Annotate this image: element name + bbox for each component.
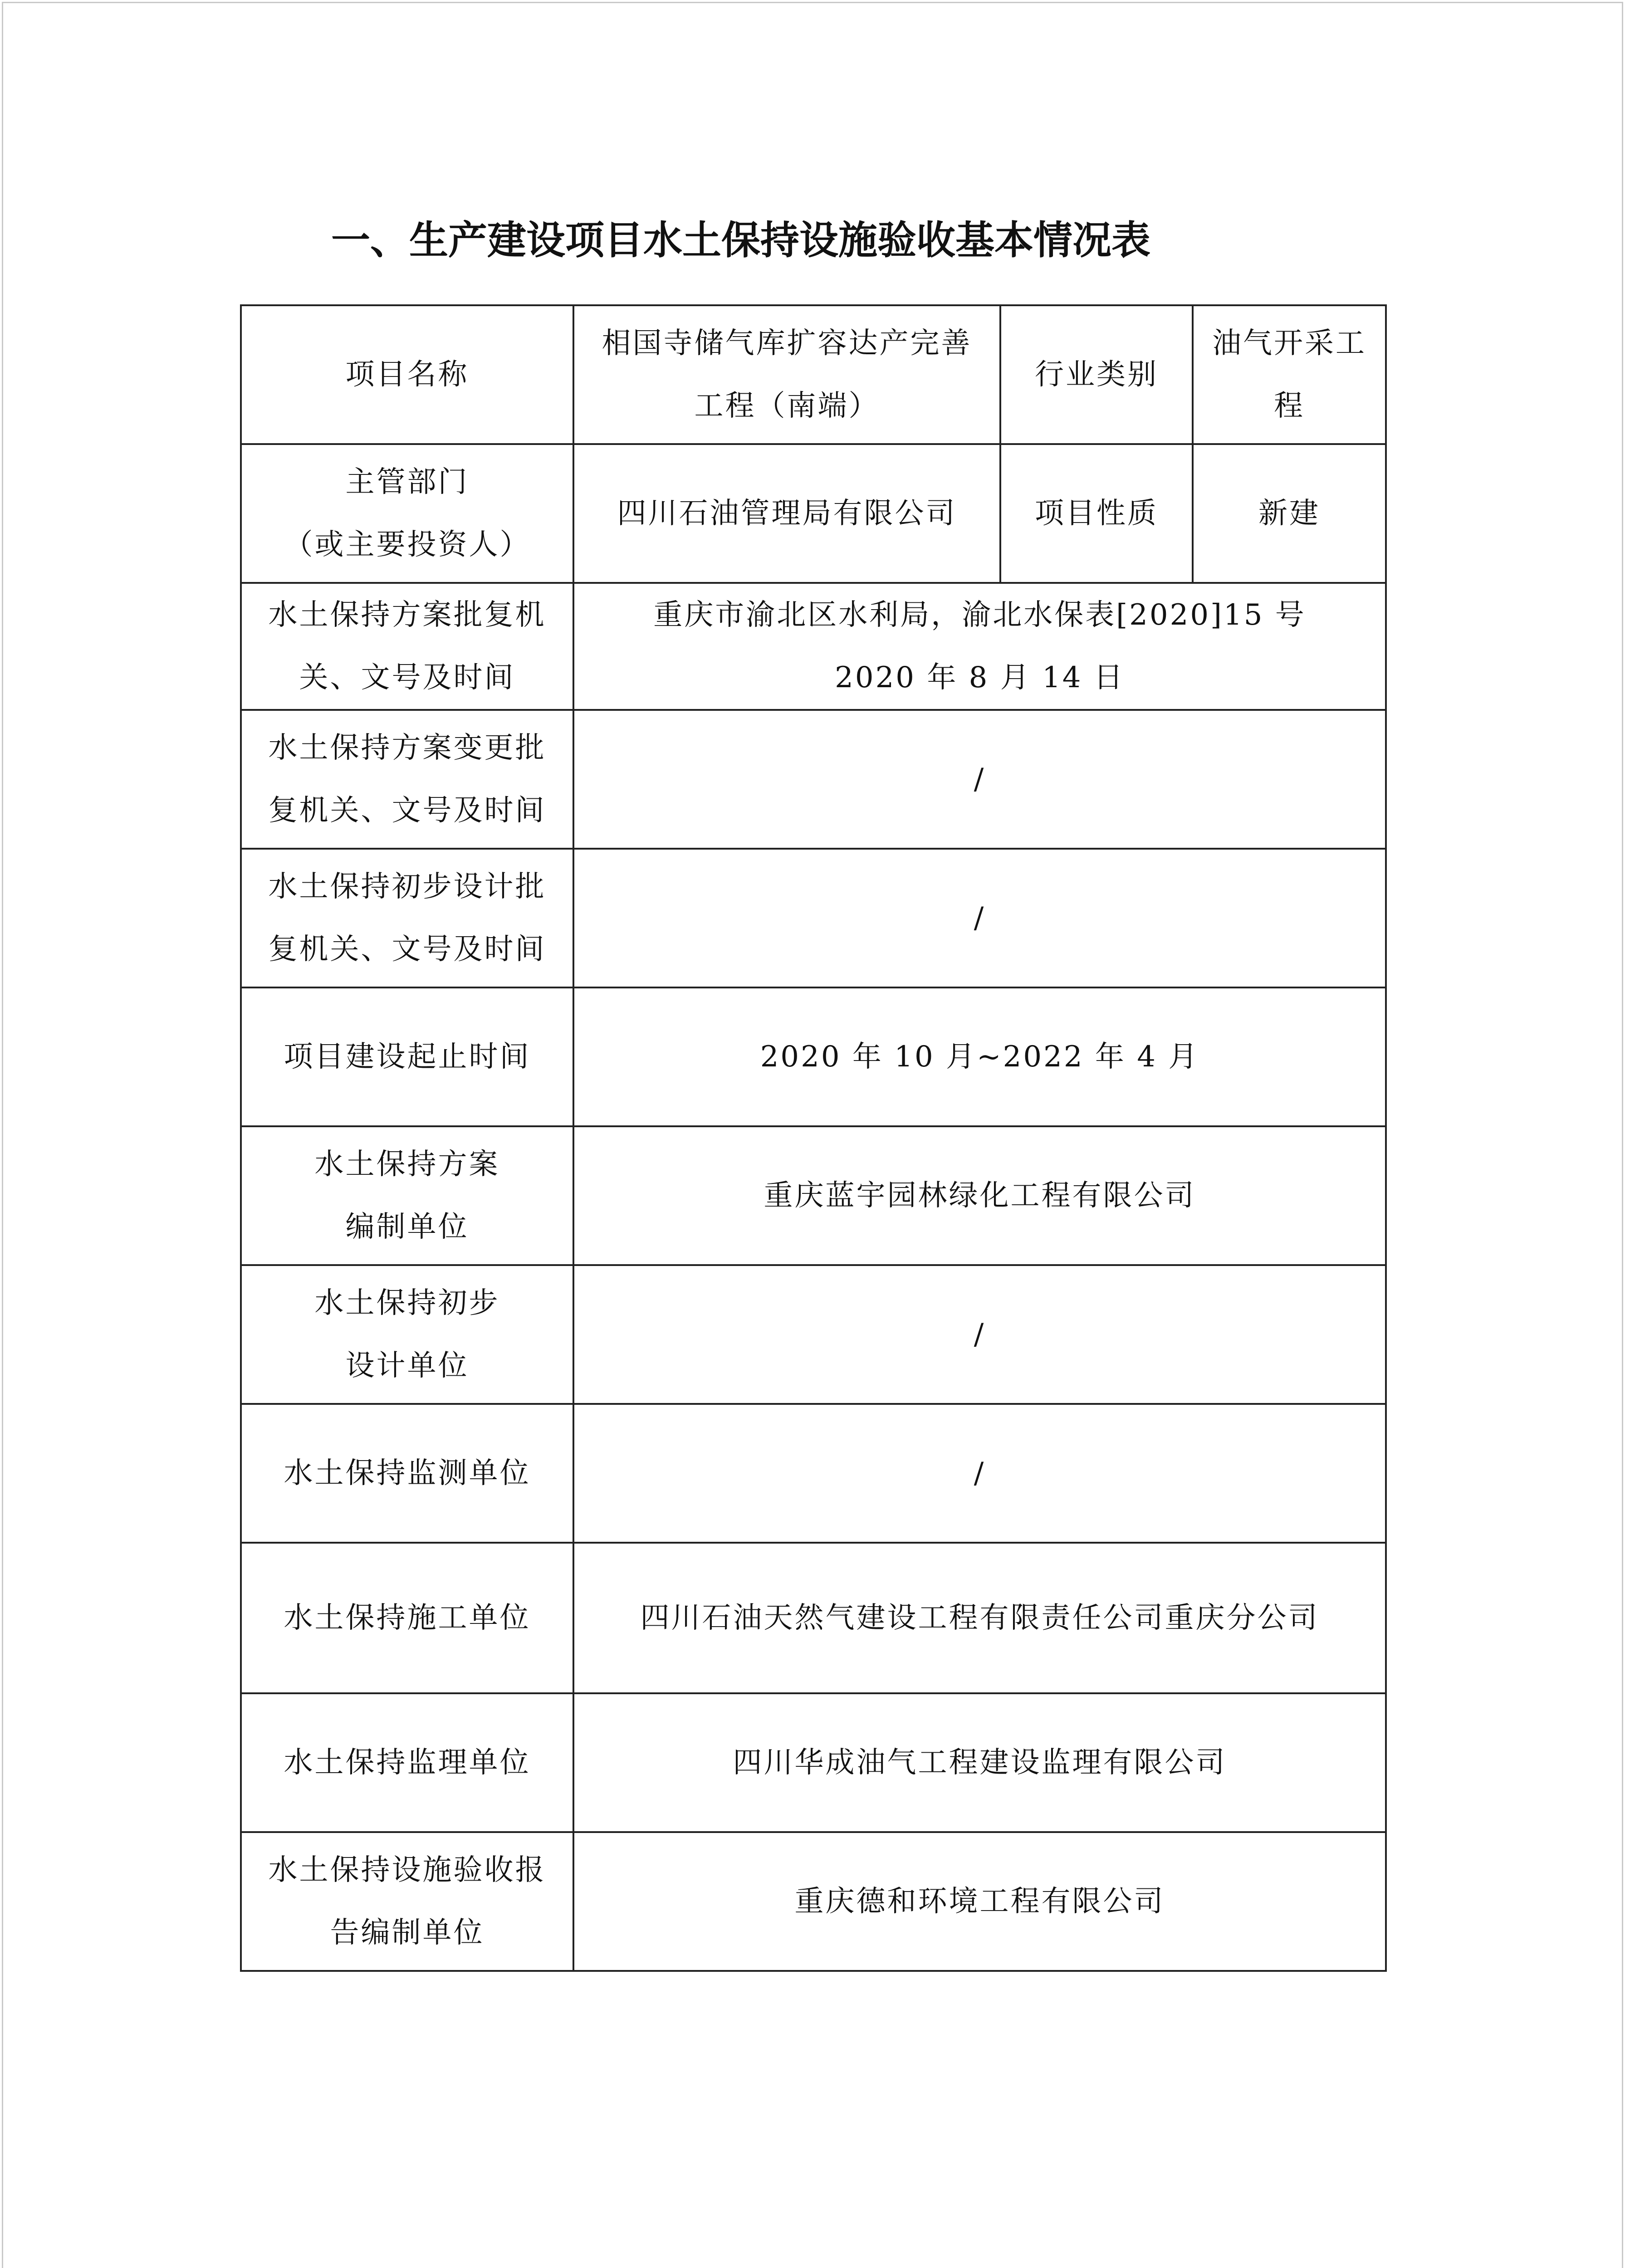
label-prelim-design-line2: 复机关、文号及时间 xyxy=(268,933,546,966)
table-row-supervision-unit xyxy=(241,1693,1386,1832)
label-project-nature: 项目性质 xyxy=(1000,444,1193,583)
value-plan-approval-line2: 2020 年 8 月 14 日 xyxy=(835,661,1125,694)
label-department-line1: 主管部门 xyxy=(345,465,469,499)
label-report-compiler-line1: 水土保持设施验收报 xyxy=(268,1853,546,1887)
label-report-compiler-line2: 告编制单位 xyxy=(330,1916,485,1950)
value-industry-line2: 程 xyxy=(1274,389,1305,423)
table-row-plan-compiler xyxy=(241,1126,1386,1265)
table-row-prelim-design-unit xyxy=(241,1265,1386,1404)
label-plan-change xyxy=(241,710,573,849)
label-industry-category: 行业类别 xyxy=(1000,305,1193,444)
table-row-project-name xyxy=(241,305,1386,444)
value-industry-line1: 油气开采工 xyxy=(1212,327,1366,360)
value-prelim-design-unit: / xyxy=(573,1265,1386,1404)
value-plan-compiler: 重庆蓝宇园林绿化工程有限公司 xyxy=(573,1126,1386,1265)
value-report-compiler: 重庆德和环境工程有限公司 xyxy=(573,1832,1386,1971)
value-construction-period: 2020 年 10 月~2022 年 4 月 xyxy=(573,987,1386,1126)
acceptance-info-table xyxy=(240,304,1387,1972)
value-prelim-design: / xyxy=(573,849,1386,987)
label-plan-compiler-line2: 编制单位 xyxy=(345,1210,469,1244)
value-project-name-line1: 相国寺储气库扩容达产完善 xyxy=(602,327,972,360)
label-plan-approval xyxy=(241,583,573,710)
label-plan-approval-line2: 关、文号及时间 xyxy=(299,661,515,694)
table-row-monitoring-unit xyxy=(241,1404,1386,1543)
label-plan-compiler-line1: 水土保持方案 xyxy=(314,1148,500,1181)
label-construction-unit: 水土保持施工单位 xyxy=(241,1543,573,1693)
label-supervision-unit: 水土保持监理单位 xyxy=(241,1693,573,1832)
label-department-line2: （或主要投资人） xyxy=(284,528,531,562)
table-row-plan-change xyxy=(241,710,1386,849)
value-plan-approval-line1: 重庆市渝北区水利局，渝北水保表[2020]15 号 xyxy=(653,598,1306,632)
value-plan-change: / xyxy=(573,710,1386,849)
label-prelim-design-unit xyxy=(241,1265,573,1404)
value-supervision-unit: 四川华成油气工程建设监理有限公司 xyxy=(573,1693,1386,1832)
label-department xyxy=(241,444,573,583)
label-project-name: 项目名称 xyxy=(241,305,573,444)
table-row-construction-period xyxy=(241,987,1386,1126)
label-prelim-design xyxy=(241,849,573,987)
table-row-construction-unit xyxy=(241,1543,1386,1693)
value-plan-approval xyxy=(573,583,1386,710)
label-plan-change-line1: 水土保持方案变更批 xyxy=(268,731,546,765)
label-plan-compiler xyxy=(241,1126,573,1265)
value-project-nature: 新建 xyxy=(1193,444,1386,583)
label-prelim-design-unit-line2: 设计单位 xyxy=(345,1349,469,1383)
label-prelim-design-line1: 水土保持初步设计批 xyxy=(268,870,546,904)
label-plan-approval-line1: 水土保持方案批复机 xyxy=(268,598,546,632)
value-monitoring-unit: / xyxy=(573,1404,1386,1543)
table-row-department xyxy=(241,444,1386,583)
label-plan-change-line2: 复机关、文号及时间 xyxy=(268,794,546,827)
value-project-name-line2: 工程（南端） xyxy=(694,389,880,423)
document-title: 一、生产建设项目水土保持设施验收基本情况表 xyxy=(331,218,1150,263)
value-construction-unit: 四川石油天然气建设工程有限责任公司重庆分公司 xyxy=(573,1543,1386,1693)
label-report-compiler xyxy=(241,1832,573,1971)
label-construction-period: 项目建设起止时间 xyxy=(241,987,573,1126)
value-industry-category xyxy=(1193,305,1386,444)
table-row-prelim-design xyxy=(241,849,1386,987)
table-row-report-compiler xyxy=(241,1832,1386,1971)
label-prelim-design-unit-line1: 水土保持初步 xyxy=(314,1286,500,1320)
value-project-name xyxy=(573,305,1000,444)
value-department: 四川石油管理局有限公司 xyxy=(573,444,1000,583)
table-row-plan-approval xyxy=(241,583,1386,710)
label-monitoring-unit: 水土保持监测单位 xyxy=(241,1404,573,1543)
